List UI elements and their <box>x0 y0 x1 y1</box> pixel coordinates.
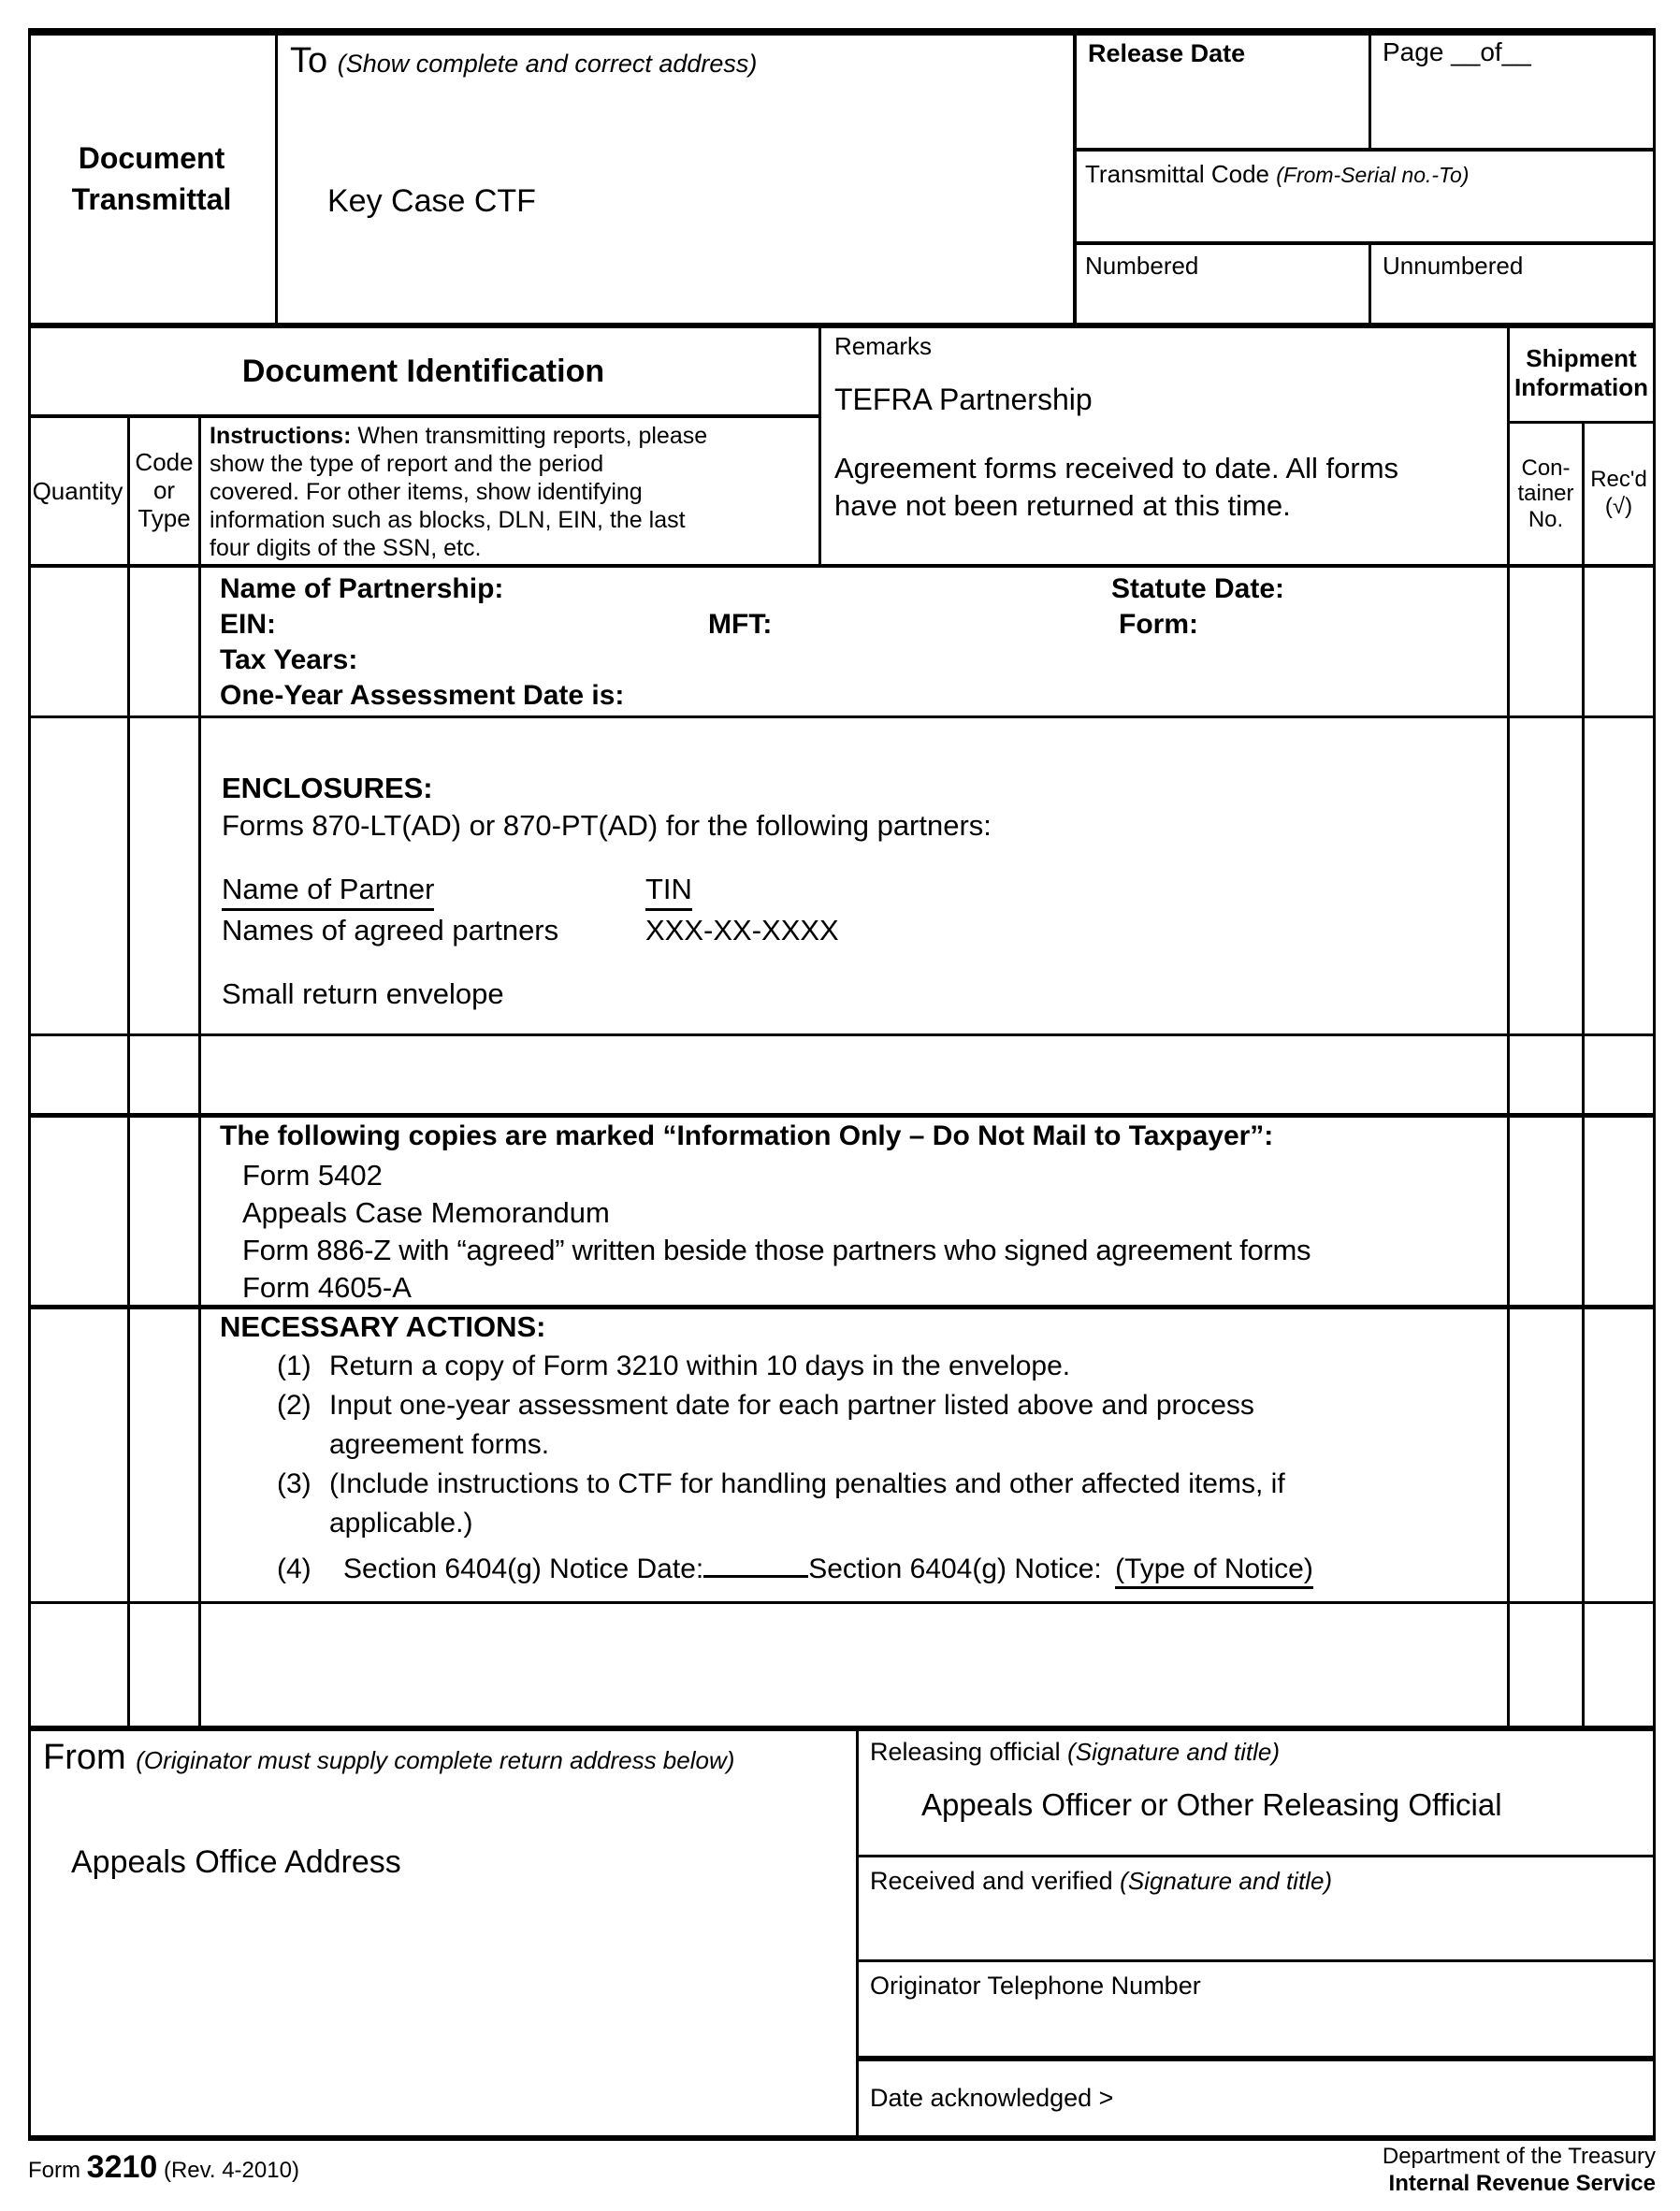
instructions-line2: show the type of report and the period <box>210 451 604 477</box>
divider-container-recd <box>1582 421 1585 1726</box>
rule-releasing-bottom <box>856 1855 1656 1857</box>
necessary-actions-title: NECESSARY ACTIONS: <box>220 1310 546 1343</box>
code-type-column-header <box>130 418 198 564</box>
form-title-line1: Document <box>78 141 225 176</box>
form-title <box>28 36 275 323</box>
recd-checkmark-label: (√) <box>1604 494 1633 519</box>
rule-row1-bottom <box>28 715 1656 718</box>
release-date-label: Release Date <box>1088 39 1246 67</box>
container-label-line2: tainer <box>1517 481 1574 507</box>
action-item-4-middle: Section 6404(g) Notice: <box>808 1553 1102 1584</box>
to-hint: (Show complete and correct address) <box>337 50 758 78</box>
received-verified-field <box>870 1867 1332 1895</box>
shipment-title-line1: Shipment <box>1526 343 1637 372</box>
remarks-body-line1: Agreement forms received to date. All forms <box>834 452 1399 484</box>
footer-treasury-line: Department of the Treasury <box>1382 2144 1656 2169</box>
releasing-official-value: Appeals Officer or Other Releasing Official <box>921 1787 1502 1822</box>
shipment-information-header <box>1510 328 1653 418</box>
quantity-label: Quantity <box>32 476 123 505</box>
copies-item-4: Form 4605-A <box>242 1271 412 1304</box>
small-return-envelope-line: Small return envelope <box>222 977 504 1010</box>
form-label: Form: <box>1119 609 1198 640</box>
enclosures-line1: Forms 870-LT(AD) or 870-PT(AD) for the following partners: <box>222 809 992 842</box>
from-hint: (Originator must supply complete return address below) <box>136 1746 735 1774</box>
divider-instructions-remarks <box>818 323 821 564</box>
copies-item-1: Form 5402 <box>242 1159 383 1192</box>
remarks-label: Remarks <box>834 332 933 360</box>
instructions-line4: information such as blocks, DLN, EIN, the last <box>210 507 686 533</box>
footer-agency <box>1094 2144 1656 2198</box>
transmittal-code-hint: (From-Serial no.-To) <box>1276 163 1470 187</box>
agreed-partners-value: Names of agreed partners <box>222 914 559 947</box>
container-label-line3: No. <box>1528 506 1564 532</box>
action-item-3-text-line1: (Include instructions to CTF for handling penalties and other affected items, if <box>329 1468 1285 1499</box>
from-label: From <box>43 1738 126 1777</box>
rule-instructions-bottom <box>28 564 1656 568</box>
name-of-partner-header: Name of Partner <box>222 874 434 911</box>
releasing-official-field <box>870 1738 1280 1766</box>
received-verified-hint: (Signature and title) <box>1120 1867 1333 1895</box>
ein-label: EIN: <box>220 609 276 640</box>
action-item-1-number: (1) <box>277 1351 311 1381</box>
statute-date-label: Statute Date: <box>1111 573 1285 604</box>
releasing-official-hint: (Signature and title) <box>1067 1738 1281 1766</box>
footer-form-rev: (Rev. 4-2010) <box>163 2158 299 2183</box>
form-title-line2: Transmittal <box>71 181 232 216</box>
mft-label: MFT: <box>708 609 773 640</box>
tax-years-label: Tax Years: <box>220 644 358 675</box>
divider-release-page <box>1369 28 1371 148</box>
copies-title: The following copies are marked “Information Only – Do Not Mail to Taxpayer”: <box>220 1120 1274 1151</box>
instructions-line1: When transmitting reports, please <box>357 423 708 449</box>
border-bottom <box>28 2135 1656 2141</box>
footer-form-number: 3210 <box>86 2149 158 2185</box>
remarks-line1: TEFRA Partnership <box>834 383 1093 416</box>
numbered-label: Numbered <box>1085 252 1199 280</box>
received-verified-label: Received and verified <box>870 1867 1113 1895</box>
action-item-4-suffix: (Type of Notice) <box>1115 1553 1313 1589</box>
document-identification-text: Document Identification <box>241 353 605 389</box>
footer-irs-line: Internal Revenue Service <box>1388 2170 1656 2196</box>
name-of-partnership-label: Name of Partnership: <box>220 573 504 604</box>
rule-from-top <box>28 1726 1656 1731</box>
to-field-label <box>290 41 757 81</box>
to-label: To <box>290 41 328 80</box>
rule-row4-bottom <box>28 1305 1656 1309</box>
action-item-4-number: (4) <box>277 1553 311 1584</box>
container-no-column-header <box>1510 424 1582 564</box>
code-label-line2: or <box>152 476 176 505</box>
instructions-line3: covered. For other items, show identifying <box>210 479 643 505</box>
action-item-3-number: (3) <box>277 1468 311 1499</box>
tin-value: XXX-XX-XXXX <box>645 914 839 947</box>
rule-row2-bottom <box>28 1033 1656 1036</box>
footer-form-id <box>28 2149 299 2185</box>
assessment-date-label: One-Year Assessment Date is: <box>220 680 625 711</box>
action-item-2-number: (2) <box>277 1390 311 1421</box>
border-top <box>28 28 1656 36</box>
quantity-column-header <box>28 418 127 564</box>
divider-quantity-code <box>127 414 130 1726</box>
enclosures-title: ENCLOSURES: <box>222 772 433 804</box>
originator-phone-label: Originator Telephone Number <box>870 1972 1201 2000</box>
recd-column-header <box>1585 424 1653 564</box>
divider-to-release <box>1073 28 1077 323</box>
shipment-title-line2: Information <box>1514 373 1648 401</box>
rule-received-bottom <box>856 1959 1656 1962</box>
unnumbered-label: Unnumbered <box>1383 252 1524 280</box>
to-address-value: Key Case CTF <box>327 183 536 219</box>
from-field-label <box>43 1738 734 1778</box>
transmittal-code-field <box>1085 161 1469 188</box>
rule-releasedate-bottom <box>1073 148 1656 152</box>
action-item-3-text-line2: applicable.) <box>329 1508 473 1539</box>
transmittal-code-label: Transmittal Code <box>1085 160 1269 188</box>
action-item-4-prefix: Section 6404(g) Notice Date: <box>343 1553 704 1584</box>
releasing-official-label: Releasing official <box>870 1738 1061 1766</box>
date-acknowledged-label: Date acknowledged > <box>870 2084 1114 2112</box>
action-item-2-text-line1: Input one-year assessment date for each partner listed above and process <box>329 1390 1254 1421</box>
instructions-line5: four digits of the SSN, etc. <box>210 535 482 561</box>
remarks-body-line2: have not been returned at this time. <box>834 489 1291 522</box>
instructions-block <box>210 422 813 562</box>
tin-header: TIN <box>645 874 692 911</box>
footer-form-word: Form <box>28 2158 80 2183</box>
rule-row5-bottom <box>28 1601 1656 1604</box>
notice-date-blank <box>703 1547 808 1578</box>
page-of-label: Page __of__ <box>1383 37 1531 66</box>
from-address-value: Appeals Office Address <box>71 1844 401 1880</box>
recd-label-line1: Rec'd <box>1590 467 1647 493</box>
container-label-line1: Con- <box>1521 455 1571 481</box>
divider-numbered-unnumbered <box>1369 241 1371 323</box>
divider-code-main <box>198 414 201 1726</box>
border-right <box>1653 28 1656 2141</box>
rule-transmittalcode-bottom <box>1073 241 1656 245</box>
action-item-1-text: Return a copy of Form 3210 within 10 days in the envelope. <box>329 1351 1071 1381</box>
code-label-line1: Code <box>135 448 194 477</box>
code-label-line3: Type <box>138 503 191 532</box>
divider-from-releasing <box>856 1726 859 2135</box>
copies-item-2: Appeals Case Memorandum <box>242 1196 610 1229</box>
action-item-4 <box>277 1547 1313 1585</box>
rule-dateack-top <box>856 2056 1656 2061</box>
action-item-2-text-line2: agreement forms. <box>329 1429 550 1460</box>
divider-title-to <box>275 28 278 323</box>
document-identification-title <box>28 328 818 414</box>
instructions-lead: Instructions: <box>210 423 352 449</box>
copies-item-3: Form 886-Z with “agreed” written beside those partners who signed agreement forms <box>242 1234 1311 1266</box>
rule-row3-bottom <box>28 1113 1656 1118</box>
